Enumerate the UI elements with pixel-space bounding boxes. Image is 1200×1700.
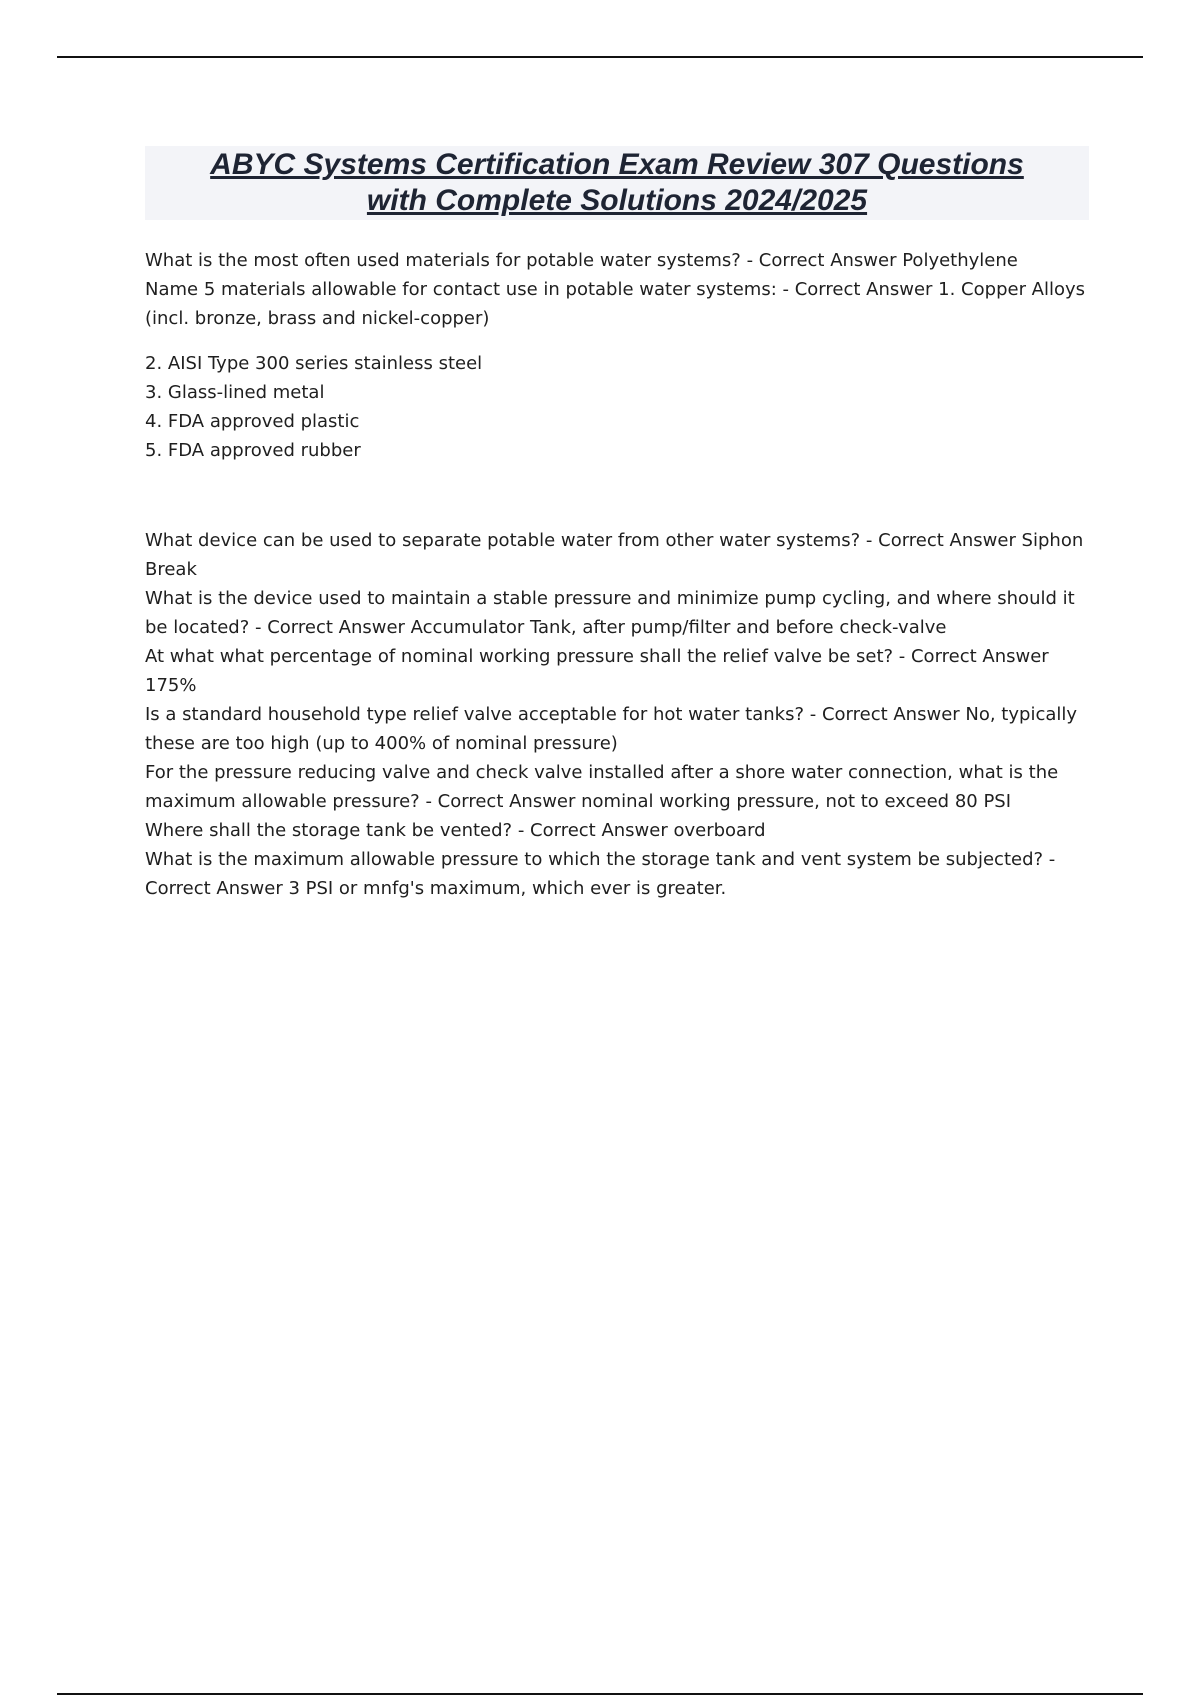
title-line-1: ABYC Systems Certification Exam Review 307 Questions (210, 148, 1024, 181)
qa-entry: What is the device used to maintain a stable pressure and minimize pump cycling, and where should it be located? - Correct Answer Accumulator Tank, after pump/filter and before check-valve (145, 588, 1075, 638)
title-banner (145, 146, 1089, 220)
list-item: 2. AISI Type 300 series stainless steel (145, 353, 483, 374)
qa-entry: What is the maximum allowable pressure to which the storage tank and vent system be subjected? - Correct Answer 3 PSI or mnfg's maximum, which ever is greater. (145, 849, 1056, 899)
list-item: 3. Glass-lined metal (145, 382, 325, 403)
qa-entry: Is a standard household type relief valve acceptable for hot water tanks? - Correct Answer No, typically these are too high (up to 400% of nominal pressure) (145, 704, 1078, 754)
qa-entry: Where shall the storage tank be vented? - Correct Answer overboard (145, 820, 766, 841)
qa-entry: What is the most often used materials for potable water systems? - Correct Answer Polyethylene (145, 250, 1018, 271)
top-rule (57, 56, 1143, 58)
qa-entry: At what what percentage of nominal working pressure shall the relief valve be set? - Correct Answer 175% (145, 646, 1049, 696)
qa-entry: For the pressure reducing valve and check valve installed after a shore water connection, what is the maximum allowable pressure? - Correct Answer nominal working pressure, not to exceed 80 PSI (145, 762, 1059, 812)
qa-entry: Name 5 materials allowable for contact use in potable water systems: - Correct Answer 1. Copper Alloys (incl. bronze, brass and nickel-copper) (145, 279, 1086, 329)
list-item: 5. FDA approved rubber (145, 440, 361, 461)
bottom-rule (57, 1693, 1143, 1695)
title-line-2: with Complete Solutions 2024/2025 (366, 184, 868, 217)
qa-content (145, 246, 1089, 903)
document-title (145, 146, 1089, 219)
list-item: 4. FDA approved plastic (145, 411, 360, 432)
qa-entry: What device can be used to separate potable water from other water systems? - Correct Answer Siphon Break (145, 530, 1084, 580)
